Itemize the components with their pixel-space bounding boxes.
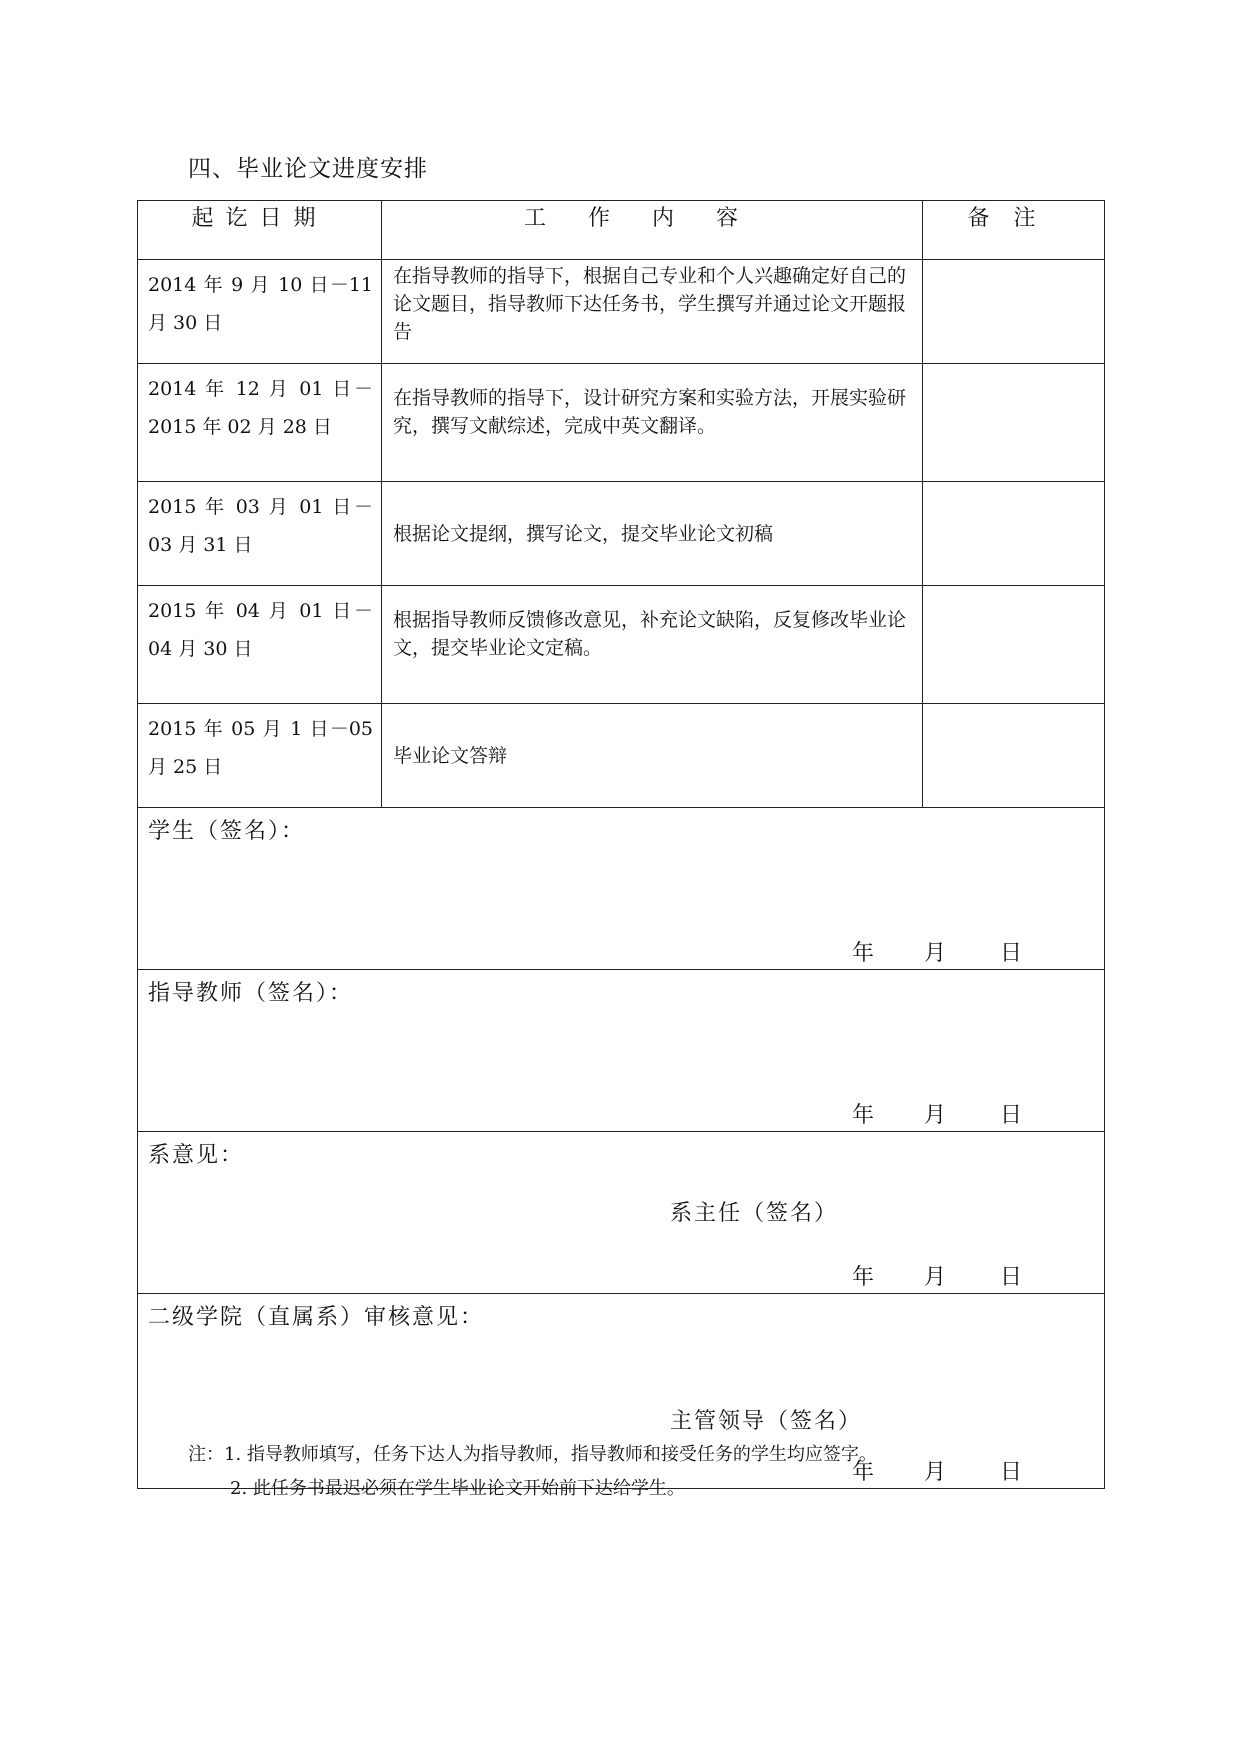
schedule-table	[137, 200, 1105, 1489]
month-label: 月	[923, 1265, 946, 1290]
date-line	[852, 936, 1022, 967]
date-line	[852, 1260, 1022, 1291]
student-signature-label: 学生（签名）：	[148, 819, 306, 844]
year-label: 年	[851, 1460, 874, 1485]
footnote-2: 2. 此任务书最迟必须在学生毕业论文开始前下达给学生。	[230, 1478, 685, 1499]
day-label: 日	[999, 1460, 1022, 1485]
year-label: 年	[851, 1103, 874, 1128]
header-date: 起讫日期	[138, 201, 382, 260]
section-title: 四、毕业论文进度安排	[188, 156, 428, 182]
table-row	[138, 364, 1105, 482]
table-row	[138, 482, 1105, 586]
footnote-1: 注：1. 指导教师填写，任务下达人为指导教师，指导教师和接受任务的学生均应签字。	[188, 1444, 877, 1465]
date-cell: 2015 年 05 月 1 日－05 月 25 日	[138, 704, 382, 808]
work-cell: 在指导教师的指导下，根据自己专业和个人兴趣确定好自己的论文题目，指导教师下达任务书，学生撰写并通过论文开题报告	[382, 260, 923, 364]
department-opinion-row	[138, 1132, 1105, 1294]
note-cell	[923, 364, 1105, 482]
year-label: 年	[851, 1265, 874, 1290]
college-review-label: 二级学院（直属系）审核意见：	[148, 1305, 485, 1330]
year-label: 年	[851, 941, 874, 966]
header-note: 备注	[923, 201, 1105, 260]
month-label: 月	[923, 1103, 946, 1128]
advisor-signature-label: 指导教师（签名）：	[148, 981, 354, 1006]
work-cell: 毕业论文答辩	[382, 704, 923, 808]
date-line	[852, 1455, 1022, 1486]
date-cell: 2014 年 9 月 10 日－11 月 30 日	[138, 260, 382, 364]
note-cell	[923, 586, 1105, 704]
header-work: 工作内容	[382, 201, 923, 260]
note-cell	[923, 482, 1105, 586]
department-opinion-label: 系意见：	[148, 1143, 245, 1168]
month-label: 月	[923, 1460, 946, 1485]
note-cell	[923, 704, 1105, 808]
department-head-signature-label: 系主任（签名）	[670, 1201, 839, 1226]
date-cell: 2014 年 12 月 01 日－2015 年 02 月 28 日	[138, 364, 382, 482]
advisor-signature-row	[138, 970, 1105, 1132]
work-cell: 根据指导教师反馈修改意见，补充论文缺陷，反复修改毕业论文，提交毕业论文定稿。	[382, 586, 923, 704]
table-row	[138, 704, 1105, 808]
work-cell: 根据论文提纲，撰写论文，提交毕业论文初稿	[382, 482, 923, 586]
month-label: 月	[923, 941, 946, 966]
work-cell: 在指导教师的指导下，设计研究方案和实验方法，开展实验研究，撰写文献综述，完成中英文翻译。	[382, 364, 923, 482]
date-line	[852, 1098, 1022, 1129]
table-row	[138, 586, 1105, 704]
student-signature-row	[138, 808, 1105, 970]
day-label: 日	[999, 1265, 1022, 1290]
date-cell: 2015 年 03 月 01 日－03 月 31 日	[138, 482, 382, 586]
note-cell	[923, 260, 1105, 364]
date-cell: 2015 年 04 月 01 日－04 月 30 日	[138, 586, 382, 704]
footnotes	[188, 1438, 877, 1506]
day-label: 日	[999, 941, 1022, 966]
table-header-row	[138, 201, 1105, 260]
day-label: 日	[999, 1103, 1022, 1128]
table-row	[138, 260, 1105, 364]
supervisor-signature-label: 主管领导（签名）	[670, 1409, 863, 1434]
